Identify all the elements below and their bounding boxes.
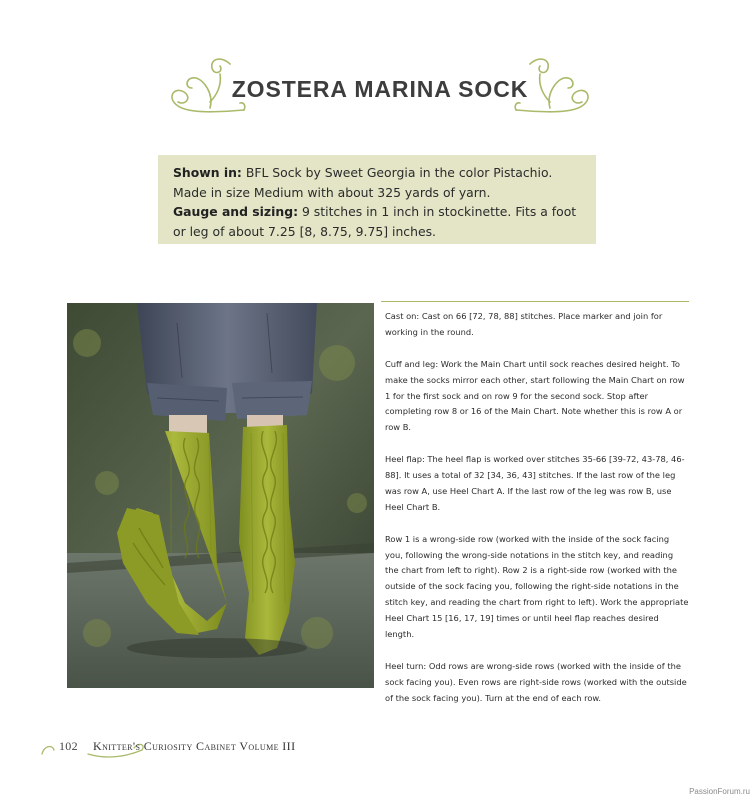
- paragraph-cast-on: Cast on: Cast on 66 [72, 78, 88] stitches. Place marker and join for working in the round.: [385, 311, 663, 337]
- paragraph-cuff-leg: Cuff and leg: Work the Main Chart until sock reaches desired height. To make the socks mirror each other, start following the Main Chart on row 1 for the first sock and on row 9 for the second sock. Stop after completing row 8 or 16 of the Main Chart. Note whether this is row A or row B.: [385, 358, 685, 433]
- instructions-column: [385, 309, 689, 722]
- running-title: Knitter's Curiosity Cabinet Volume III: [93, 739, 296, 753]
- paragraph-heel-flap: Heel flap: The heel flap is worked over stitches 35-66 [39-72, 43-78, 46-88]. It uses a total of 32 [34, 36, 43] stitches. If the last row of the leg was row A, use Heel Chart A. If the last row of the leg was row B, use Heel Chart B.: [385, 454, 685, 512]
- page-number: 102: [59, 739, 78, 753]
- sock-photo: [67, 303, 374, 688]
- watermark: PassionForum.ru: [689, 787, 750, 796]
- paragraph-heel-turn: Heel turn: Odd rows are wrong-side rows (worked with the inside of the sock facing you). Even rows are right-side rows (worked with the outside of the sock facing you). Turn at the end of each row.: [385, 660, 687, 703]
- shown-in-text: BFL Sock by Sweet Georgia in the color Pistachio. Made in size Medium with about 325 yards of yarn.: [173, 165, 553, 200]
- gauge-label: Gauge and sizing:: [173, 204, 299, 220]
- shown-in-label: Shown in:: [173, 165, 242, 180]
- paragraph-row-1: Row 1 is a wrong-side row (worked with the inside of the sock facing you, following the wrong-side notations in the stitch key, and reading the chart from left to right). Row 2 is a right-side row (worked with the outside of the sock facing you, following the right-side notations in the stitch key, and reading the chart from right to left). Work the appropriate Heel Chart 15 [16, 17, 19] times or until heel flap reaches desired length.: [385, 533, 689, 640]
- page-footer: [38, 736, 438, 766]
- page-title: ZOSTERA MARINA SOCK: [231, 76, 529, 102]
- sock-photo-illustration: [67, 303, 374, 688]
- column-rule: [381, 301, 689, 302]
- pattern-info-box: [158, 155, 596, 244]
- gauge-text: 9 stitches in 1 inch in stockinette. Fits a foot or leg of about 7.25 [8, 8.75, 9.75] inches.: [173, 204, 577, 239]
- title-block: [160, 40, 600, 140]
